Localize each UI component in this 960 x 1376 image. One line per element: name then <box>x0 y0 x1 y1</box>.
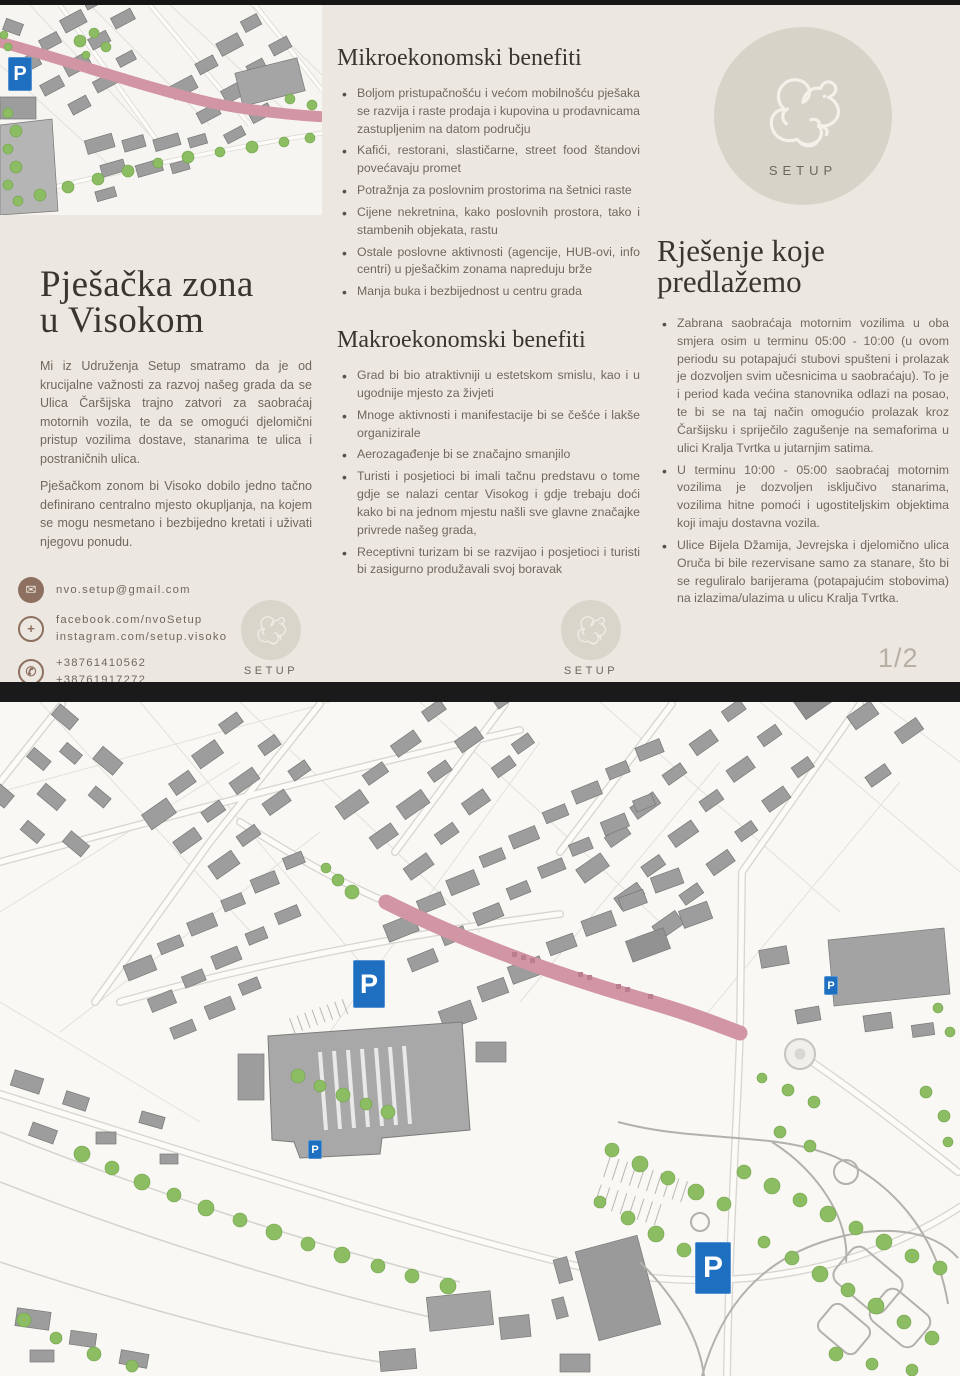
benefits-column <box>337 45 640 583</box>
phone-numbers: +38761410562 +38761917272 <box>56 656 147 682</box>
bullet-item: • Manja buka i bezbijednost u centru grada <box>357 283 640 301</box>
map-snippet-graphic <box>0 5 322 215</box>
map-snippet <box>0 5 322 215</box>
black-divider-bar <box>0 682 960 702</box>
intro-paragraph: Pješačkom zonom bi Visoko dobilo jedno tačno definirano centralno mjesto okupljanja, na kojem se mogu nesmetano i bezbijedno kretati i uživati njegovu ponudu. <box>40 479 312 549</box>
parking-marker: P <box>353 960 385 1008</box>
top-black-bar <box>0 0 960 5</box>
bullet-item: • Ostale poslovne aktivnosti (agencije, HUB-ovi, info centri) u pješačkim zonama napreduju brže <box>357 244 640 280</box>
page-title-line1: Pješačka zona <box>40 264 254 305</box>
bullet-item: • Zabrana saobraćaja motornim vozilima u oba smjera osim u terminu 05:00 - 10:00 (u ovom periodu su potapajući stubovi spušteni i prolazak je dozvoljen svim učesnicima u saobraćaju). To je i period kada većina stanovnika odlazi na posao, te bi se na taj način omogućio prolazak kroz Čaršijsku i spriječilo zagušenje na semaforima u ulici Kralja Tvrtka u jutarnjim satima. <box>677 315 949 458</box>
bullet-item: • Receptivni turizam bi se razvijao i posjetioci i turisti bi zasigurno produžavali svoj boravak <box>357 544 640 580</box>
parking-marker: P <box>8 57 32 91</box>
bullet-item: • Grad bi bio atraktivniji u estetskom smislu, kao i u ugodnije mjesto za živjeti <box>357 367 640 403</box>
squirrel-logo-icon <box>251 610 291 650</box>
bullet-item: • Kafići, restorani, slastičarne, street food štandovi povećavaju promet <box>357 142 640 178</box>
setup-footer-logo: SETUP <box>558 600 624 677</box>
intro-paragraph: Mi iz Udruženja Setup smatramo da je od krucijalne važnosti za razvoj našeg grada da se Ulica Čaršijska trajno zatvori za saobraćaj motornih vozila, te da se omogući djelomični pristup vozilima dostave, stanarima te ulica i postraničnih ulica. <box>40 359 312 466</box>
intro-text <box>40 357 312 560</box>
parking-marker: P <box>824 976 838 995</box>
city-map-graphic <box>0 702 960 1376</box>
bullet-item: • Potražnja za poslovnim prostorima na šetnici raste <box>357 182 640 200</box>
setup-logo <box>714 27 892 205</box>
parking-marker: P <box>695 1242 731 1294</box>
squirrel-logo-icon <box>754 63 852 161</box>
micro-benefits-title: Mikroekonomski benefiti <box>337 45 582 71</box>
bullet-item: • U terminu 10:00 - 05:00 saobraćaj motornim vozilima je dozvoljen isključivo stanarima, vozilima hitne pomoći i ugostiteljskim objektima koji imaju dostavna vozila. <box>677 462 949 533</box>
bullet-item: • Ulice Bijela Džamija, Jevrejska i djelomično ulica Oruča bi bile rezervisane samo za stanare, što bi se reguliralo barijerama (potapajućim stobovima) na izlazima/ulazima u ulicu Kralja Tvrtka. <box>677 537 949 608</box>
macro-benefits-title: Makroekonomski benefiti <box>337 327 586 354</box>
bullet-item: • Cijene nekretnina, kako poslovnih prostora, tako i stambenih objekata, rastu <box>357 204 640 240</box>
micro-benefits-list <box>337 85 640 301</box>
bullet-item: • Aerozagađenje bi se značajno smanjilo <box>357 446 640 464</box>
setup-logo-label: SETUP <box>768 162 838 178</box>
large-building-right <box>828 928 950 1006</box>
phone-icon: ✆ <box>18 659 44 682</box>
parking-marker: P <box>308 1140 322 1159</box>
roundabout <box>785 1039 815 1069</box>
solution-title: Rješenje koje predlažemo <box>657 233 825 299</box>
squirrel-logo-icon <box>571 610 611 650</box>
page-title <box>40 264 320 342</box>
setup-footer-logo: SETUP <box>238 600 304 677</box>
email-icon: ✉ <box>18 577 44 603</box>
solution-list <box>657 315 949 608</box>
social-icon: + <box>18 616 44 642</box>
social-links: facebook.com/nvoSetup instagram.com/setup.visoko <box>56 614 228 643</box>
bullet-item: • Boljom pristupačnošću i većom mobilnošću pješaka se razvija i raste prodaja i kupovina u prodavnicama zastupljenim na datom području <box>357 85 640 138</box>
bullet-item: • Mnoge aktivnosti i manifestacije bi se češće i lakše organizirale <box>357 407 640 443</box>
email-address: nvo.setup@gmail.com <box>56 583 191 596</box>
city-map <box>0 702 960 1376</box>
solution-column <box>657 25 949 612</box>
page-number: 1/2 <box>878 643 919 673</box>
page-title-line2: u Visokom <box>40 300 205 342</box>
macro-benefits-list <box>337 367 640 579</box>
bullet-item: • Turisti i posjetioci bi imali tačnu predstavu o tome gdje se nalazi centar Visokog i gdje trebaju doći kako bi na jednom mjestu našli sve glavne značajke privrede našeg grada, <box>357 468 640 539</box>
brochure-panel <box>0 5 960 682</box>
